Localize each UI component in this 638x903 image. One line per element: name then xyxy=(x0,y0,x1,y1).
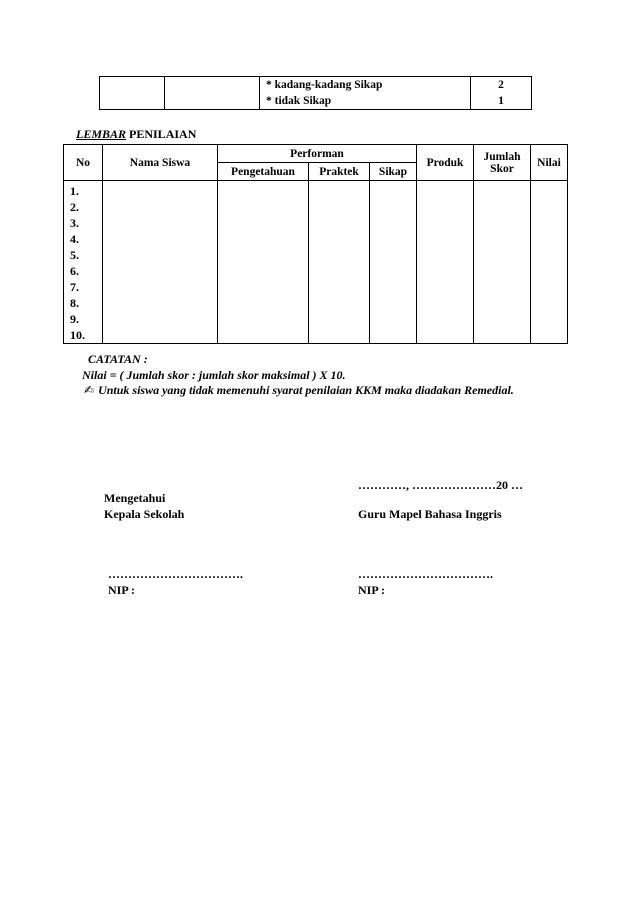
right-signature-line: ……………………………. xyxy=(358,567,493,581)
row-number: 9. xyxy=(70,312,79,326)
left-signature-label xyxy=(104,490,184,522)
nilai-column xyxy=(531,181,568,344)
row-number: 4. xyxy=(70,232,79,246)
header-praktek: Praktek xyxy=(309,163,370,181)
score-value: 2 xyxy=(498,79,504,91)
pengetahuan-column xyxy=(218,181,309,344)
row-number: 6. xyxy=(70,264,79,278)
score-value: 1 xyxy=(498,95,504,107)
left-signature-line: ……………………………. xyxy=(108,567,243,581)
header-pengetahuan: Pengetahuan xyxy=(218,163,309,181)
header-jumlah-line2: Skor xyxy=(490,162,514,175)
produk-column xyxy=(417,181,474,344)
notes-block xyxy=(82,352,514,399)
criteria-line: * tidak Sikap xyxy=(266,95,332,107)
section-title xyxy=(76,127,196,141)
section-title-rest: PENILAIAN xyxy=(126,127,197,141)
empty-cell xyxy=(100,77,165,110)
header-jumlah-line1: Jumlah xyxy=(483,150,521,163)
header-performan: Performan xyxy=(218,145,417,163)
header-produk: Produk xyxy=(417,145,474,181)
row-number: 8. xyxy=(70,296,79,310)
row-number: 1. xyxy=(70,184,79,198)
header-no: No xyxy=(64,145,103,181)
notes-formula: Nilai = ( Jumlah skor : jumlah skor maksimal ) X 10. xyxy=(82,367,346,382)
nama-column xyxy=(103,181,218,344)
remedial-text: Untuk siswa yang tidak memenuhi syarat penilaian KKM maka diadakan Remedial. xyxy=(98,383,514,397)
header-nilai: Nilai xyxy=(531,145,568,181)
row-number: 2. xyxy=(70,200,79,214)
empty-cell xyxy=(165,77,260,110)
praktek-column xyxy=(309,181,370,344)
jumlah-skor-column xyxy=(474,181,531,344)
kepala-sekolah-label: Kepala Sekolah xyxy=(104,507,185,521)
place-date: …………, …………………20 … xyxy=(358,478,523,492)
row-number: 3. xyxy=(70,216,79,230)
header-sikap: Sikap xyxy=(370,163,417,181)
row-number: 5. xyxy=(70,248,79,262)
row-number: 7. xyxy=(70,280,79,294)
remedial-note xyxy=(82,383,514,399)
notes-title: CATATAN : xyxy=(88,352,148,366)
scoring-criteria-table xyxy=(99,76,532,110)
mengetahui-label: Mengetahui xyxy=(104,491,166,505)
right-nip-label: NIP : xyxy=(358,583,385,597)
row-number: 10. xyxy=(70,328,85,342)
left-nip-label: NIP : xyxy=(108,583,135,597)
criteria-line: * kadang-kadang Sikap xyxy=(266,79,383,91)
header-jumlah-skor xyxy=(474,145,531,181)
header-nama-siswa: Nama Siswa xyxy=(103,145,218,181)
score-cell xyxy=(471,77,532,110)
teacher-title: Guru Mapel Bahasa Inggris xyxy=(358,507,502,521)
sikap-column xyxy=(370,181,417,344)
criteria-cell xyxy=(260,77,471,110)
number-column xyxy=(64,181,103,344)
grade-table xyxy=(63,144,568,344)
section-title-italic: LEMBAR xyxy=(76,127,127,141)
writing-hand-icon: ✍ xyxy=(84,383,95,397)
